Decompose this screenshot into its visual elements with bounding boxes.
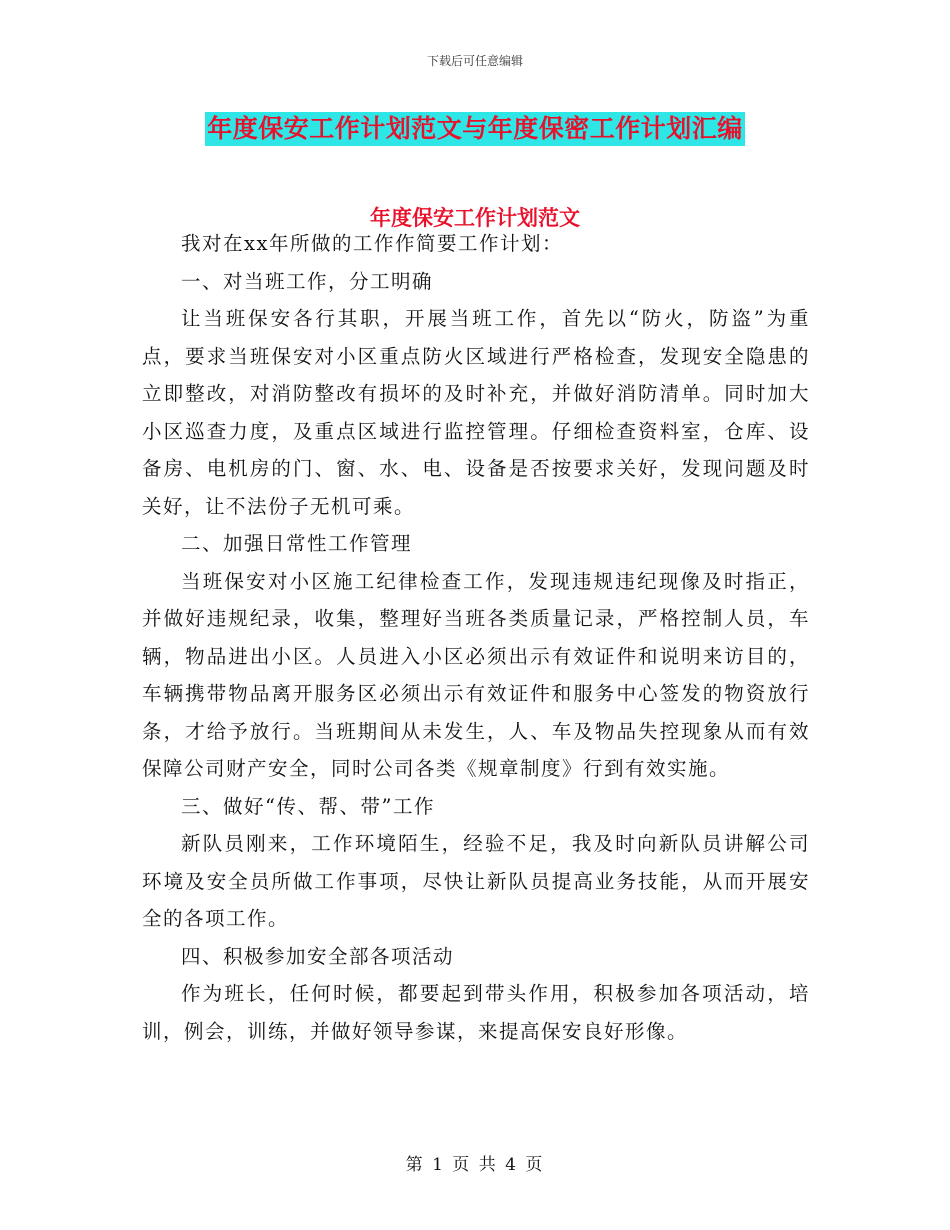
page-footer [0, 1153, 950, 1177]
heading-3: 三、做好“传、帮、带”工作 [181, 794, 435, 818]
document-body [142, 225, 810, 1050]
paragraph-4: 作为班长，任何时候，都要起到带头作用，积极参加各项活动，培训，例会，训练，并做好领导参谋，来提高保安良好形像。 [142, 982, 810, 1043]
current-page-number: 1 [432, 1155, 445, 1175]
main-title: 年度保安工作计划范文与年度保密工作计划汇编 [205, 112, 745, 146]
main-title-container [0, 112, 950, 146]
paragraph-1: 让当班保安各行其职，开展当班工作，首先以“防火，防盗”为重点，要求当班保安对小区重点防火区域进行严格检查，发现安全隐患的立即整改，对消防整改有损坏的及时补充，并做好消防清单。同时加大小区巡查力度，及重点区域进行监控管理。仔细检查资料室，仓库、设备房、电机房的门、窗、水、电、设备是否按要求关好，发现问题及时关好，让不法份子无机可乘。 [142, 307, 810, 518]
section-title: 年度保安工作计划范文 [370, 206, 580, 230]
page-label-prefix: 第 [405, 1155, 425, 1175]
heading-2: 二、加强日常性工作管理 [181, 532, 413, 555]
total-pages-number: 4 [505, 1155, 518, 1175]
intro-paragraph: 我对在xx年所做的工作作简要工作计划： [181, 232, 563, 255]
paragraph-2: 当班保安对小区施工纪律检查工作，发现违规违纪现像及时指正，并做好违规纪录，收集，整理好当班各类质量记录，严格控制人员，车辆，物品进出小区。人员进入小区必须出示有效证件和说明来访目的，车辆携带物品离开服务区必须出示有效证件和服务中心签发的物资放行条，才给予放行。当班期间从未发生，人、车及物品失控现象从而有效保障公司财产安全，同时公司各类《规章制度》行到有效实施。 [142, 569, 810, 780]
paragraph-3: 新队员刚来，工作环境陌生，经验不足，我及时向新队员讲解公司环境及安全员所做工作事项，尽快让新队员提高业务技能，从而开展安全的各项工作。 [142, 832, 810, 930]
page-label-suffix: 页 [525, 1155, 545, 1175]
heading-4: 四、积极参加安全部各项活动 [181, 944, 455, 968]
heading-1: 一、对当班工作，分工明确 [181, 269, 434, 293]
header-note: 下载后可任意编辑 [426, 54, 523, 68]
page-label-mid: 页 共 [452, 1155, 498, 1175]
